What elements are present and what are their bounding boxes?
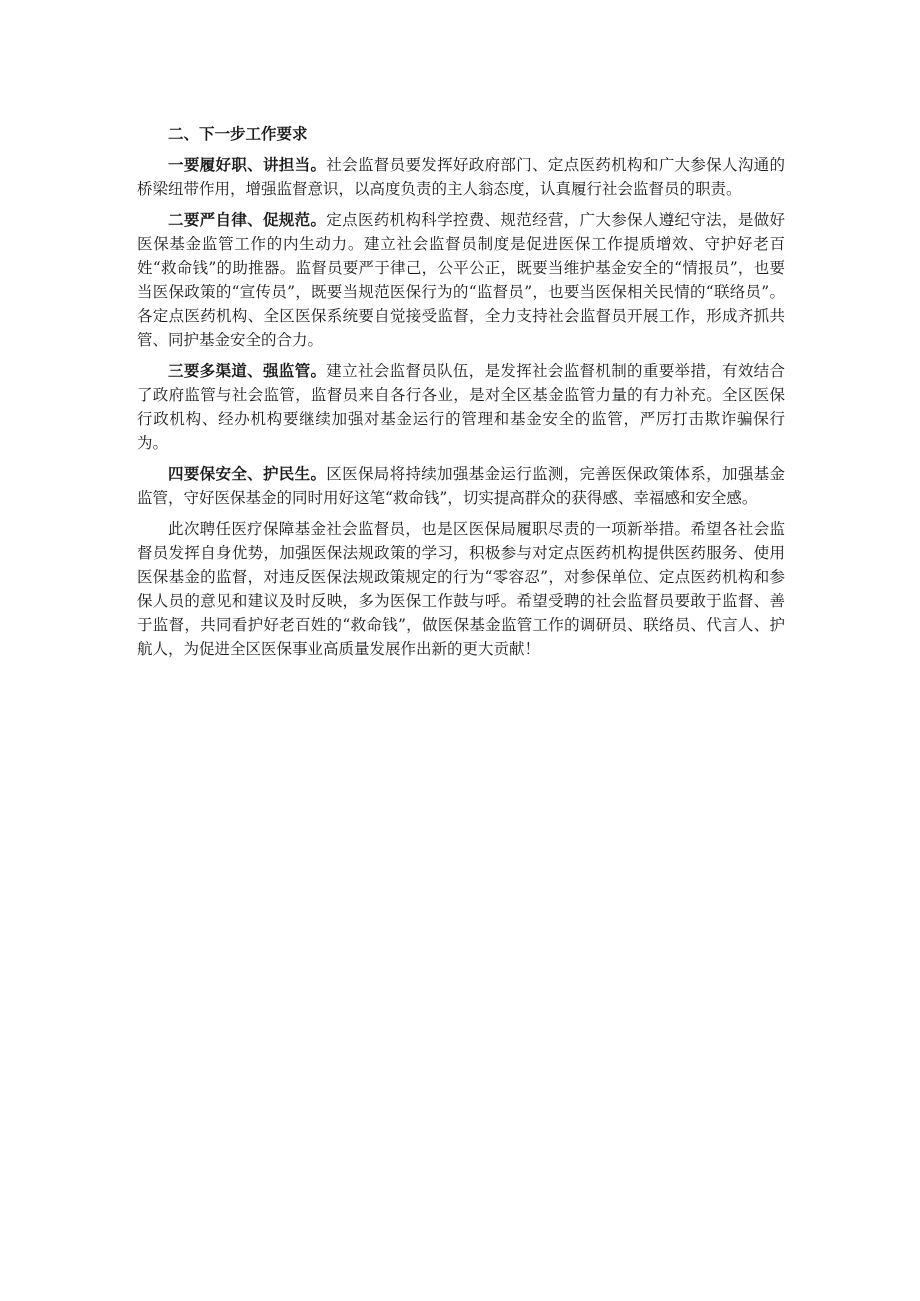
paragraph-discipline: [137, 208, 785, 352]
paragraph-lead: 四要保安全、护民生。: [168, 464, 327, 483]
paragraph-supervision: [137, 359, 785, 455]
section-heading: 二、下一步工作要求: [168, 124, 308, 143]
paragraph-lead: 三要多渠道、强监管。: [168, 361, 327, 380]
paragraph-text: 建立社会监督员队伍，是发挥社会监督机制的重要举措，有效结合了政府监管与社会监管，监督员来自各行各业，是对全区基金监管力量的有力补充。全区医保行政机构、经办机构要继续加强对基金运行的管理和基金安全的监管，严厉打击欺诈骗保行为。: [137, 362, 785, 452]
paragraph-text: 定点医药机构科学控费、规范经营，广大参保人遵纪守法，是做好医保基金监管工作的内生动力。建立社会监督员制度是促进医保工作提质增效、守护好老百姓“救命钱”的助推器。监督员要严于律己，公平公正，既要当维护基金安全的“情报员”，也要当医保政策的“宣传员”，既要当规范医保行为的“监督员”，也要当医保相关民情的“联络员”。各定点医药机构、全区医保系统要自觉接受监督，全力支持社会监督员开展工作，形成齐抓共管、同护基金安全的合力。: [137, 211, 785, 349]
paragraph-safety: [137, 462, 785, 510]
paragraph-text: 此次聘任医疗保障基金社会监督员，也是区医保局履职尽责的一项新举措。希望各社会监督员发挥自身优势，加强医保法规政策的学习，积极参与对定点医药机构提供医药服务、使用医保基金的监督，对违反医保法规政策规定的行为“零容忍”，对参保单位、定点医药机构和参保人员的意见和建议及时反映，多为医保工作鼓与呼。希望受聘的社会监督员要敢于监督、善于监督，共同看护好老百姓的“救命钱”，做医保基金监管工作的调研员、联络员、代言人、护航人，为促进全区医保事业高质量发展作出新的更大贡献！: [137, 520, 785, 658]
paragraph-lead: 二要严自律、促规范。: [168, 210, 327, 229]
paragraph-duty: [137, 153, 785, 201]
paragraph-closing: [137, 517, 785, 661]
document-page: [137, 122, 785, 668]
paragraph-lead: 一要履好职、讲担当。: [168, 155, 327, 174]
paragraph-text: 社会监督员要发挥好政府部门、定点医药机构和广大参保人沟通的桥梁纽带作用，增强监督意识，以高度负责的主人翁态度，认真履行社会监督员的职责。: [137, 156, 785, 198]
paragraph-text: 区医保局将持续加强基金运行监测，完善医保政策体系，加强基金监管，守好医保基金的同时用好这笔“救命钱”，切实提高群众的获得感、幸福感和安全感。: [137, 465, 785, 507]
